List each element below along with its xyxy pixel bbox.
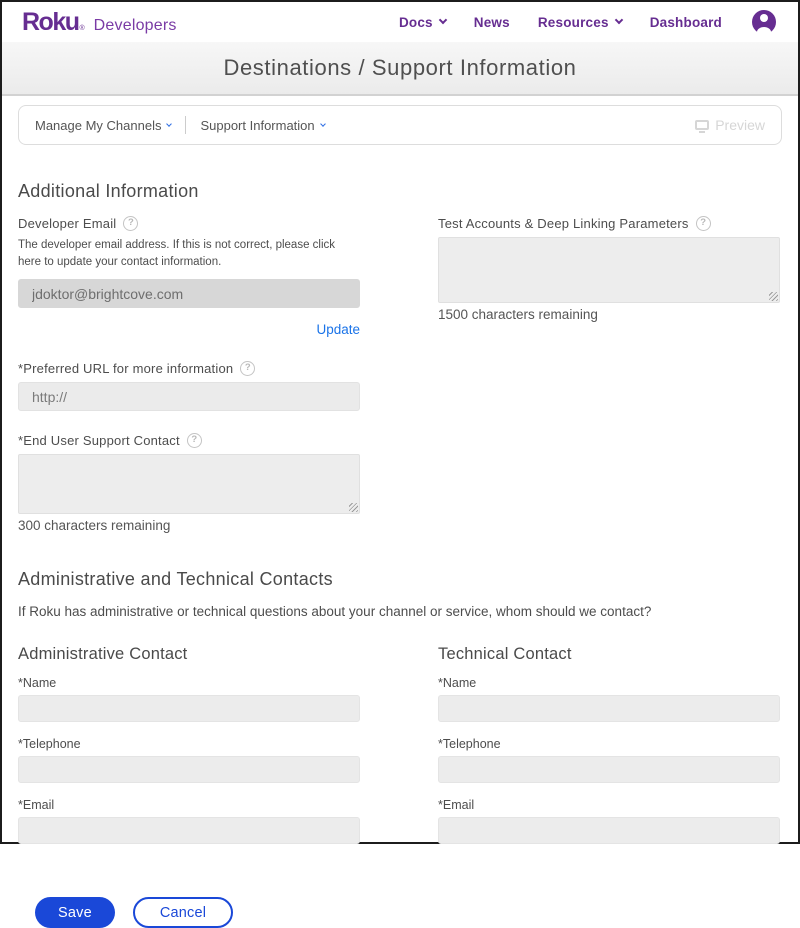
nav-label: Dashboard <box>649 14 722 30</box>
support-information-dropdown[interactable] <box>200 118 324 133</box>
technical-contact-heading: Technical Contact <box>438 645 572 664</box>
form-actions <box>35 897 782 928</box>
help-icon[interactable]: ? <box>696 216 711 231</box>
main-nav <box>399 10 776 34</box>
chevron-down-icon <box>167 121 173 127</box>
tech-telephone-label: *Telephone <box>438 737 501 752</box>
developer-email-field <box>18 216 360 339</box>
chevron-down-icon <box>614 16 622 24</box>
preview-button[interactable] <box>695 117 765 133</box>
preview-label: Preview <box>715 117 765 133</box>
developer-email-label: Developer Email <box>18 216 117 231</box>
page-title-band <box>2 42 798 96</box>
test-accounts-textarea[interactable] <box>438 237 780 303</box>
test-accounts-chars-remaining: 1500 characters remaining <box>438 307 598 322</box>
top-header <box>2 2 798 42</box>
section-heading-additional-information: Additional Information <box>18 181 199 201</box>
preview-screen-icon <box>695 120 709 130</box>
admin-name-input[interactable] <box>18 695 360 722</box>
end-user-support-field <box>18 433 360 533</box>
additional-left-column <box>18 216 360 533</box>
tech-name-input[interactable] <box>438 695 780 722</box>
page-title: Destinations / Support Information <box>223 55 577 80</box>
end-user-support-label: *End User Support Contact <box>18 433 180 449</box>
admin-email-input[interactable] <box>18 817 360 844</box>
tech-name-label: *Name <box>438 676 477 691</box>
user-avatar-icon[interactable] <box>752 10 776 34</box>
developer-email-hint: The developer email address. If this is not correct, please click here to update your contact information. <box>18 239 336 268</box>
additional-info-columns <box>18 216 782 533</box>
save-button[interactable]: Save <box>35 897 115 928</box>
admin-email-label: *Email <box>18 798 55 813</box>
manage-my-channels-dropdown[interactable] <box>35 118 171 133</box>
help-icon[interactable]: ? <box>123 216 138 231</box>
update-link[interactable]: Update <box>316 322 360 338</box>
end-user-support-chars-remaining: 300 characters remaining <box>18 518 171 534</box>
tech-email-input[interactable] <box>438 817 780 844</box>
preferred-url-input[interactable] <box>18 382 360 411</box>
avatar-head <box>760 14 768 22</box>
chevron-down-icon <box>320 121 326 127</box>
nav-item-resources[interactable] <box>538 15 622 30</box>
brand-suffix: Developers <box>93 16 177 34</box>
contacts-description: If Roku has administrative or technical questions about your channel or service, whom should we contact? <box>18 604 652 620</box>
end-user-support-textarea[interactable] <box>18 454 360 514</box>
section-heading-contacts: Administrative and Technical Contacts <box>18 569 333 590</box>
nav-item-docs[interactable] <box>399 15 446 30</box>
developer-email-input[interactable] <box>18 279 360 308</box>
additional-right-column <box>438 216 780 533</box>
test-accounts-field <box>438 216 780 322</box>
admin-name-label: *Name <box>18 676 57 691</box>
help-icon[interactable]: ? <box>187 433 202 448</box>
technical-contact-column <box>438 645 780 859</box>
cancel-button[interactable]: Cancel <box>133 897 233 928</box>
toolbar-divider <box>185 116 186 134</box>
main-content <box>2 96 798 928</box>
admin-telephone-input[interactable] <box>18 756 360 783</box>
avatar-body <box>757 27 771 37</box>
contacts-columns <box>18 645 782 859</box>
toolbar-menus <box>35 116 325 134</box>
menu-label: Manage My Channels <box>35 117 162 133</box>
help-icon[interactable]: ? <box>240 361 255 376</box>
chevron-down-icon <box>439 16 447 24</box>
nav-label: Docs <box>398 14 433 30</box>
tech-email-label: *Email <box>438 798 475 813</box>
roku-logo[interactable]: Roku <box>22 7 79 36</box>
channel-toolbar <box>18 105 782 145</box>
nav-item-news[interactable] <box>474 15 510 30</box>
administrative-contact-column <box>18 645 360 859</box>
tech-telephone-input[interactable] <box>438 756 780 783</box>
menu-label: Support Information <box>200 117 315 133</box>
admin-telephone-label: *Telephone <box>18 737 81 752</box>
preferred-url-label: *Preferred URL for more information <box>18 361 234 377</box>
trademark-symbol: ® <box>79 24 85 32</box>
nav-item-dashboard[interactable] <box>650 15 722 30</box>
nav-label: News <box>473 14 510 30</box>
administrative-contact-heading: Administrative Contact <box>18 645 188 664</box>
preferred-url-field <box>18 361 360 411</box>
test-accounts-label: Test Accounts & Deep Linking Parameters <box>438 216 689 231</box>
brand[interactable] <box>22 7 177 36</box>
nav-label: Resources <box>537 14 609 30</box>
